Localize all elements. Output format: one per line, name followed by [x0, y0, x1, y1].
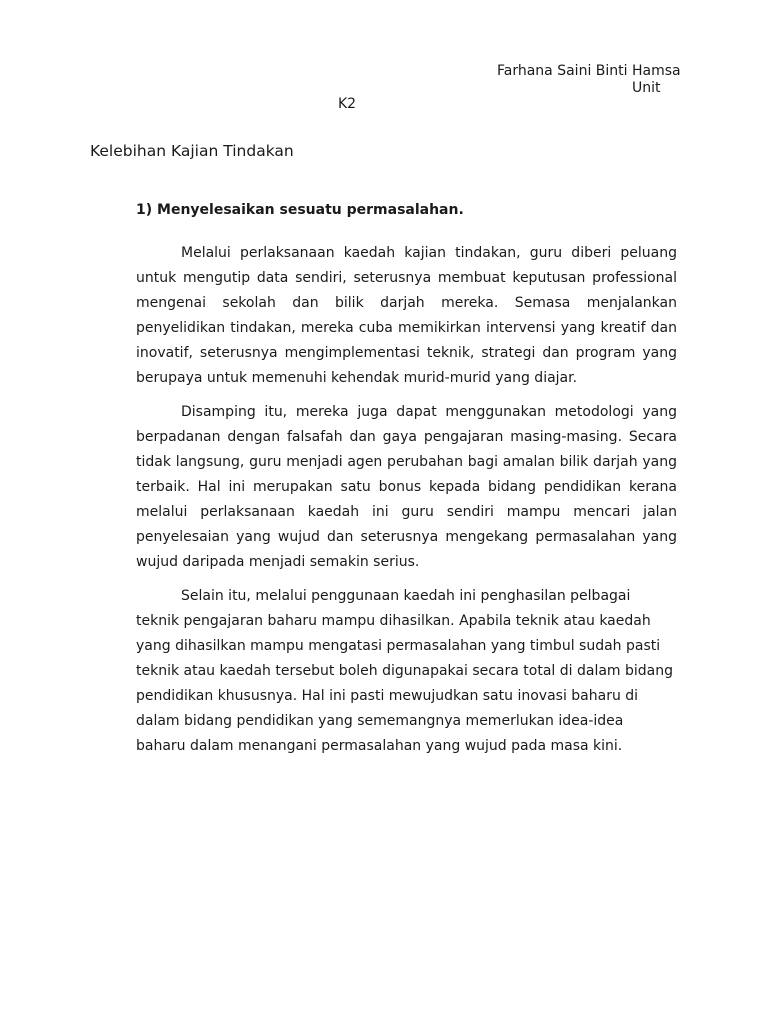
paragraph-3: Selain itu, melalui penggunaan kaedah ini penghasilan pelbagai teknik pengajaran baharu mampu dihasilkan. Apabila teknik atau kaedah yang dihasilkan mampu mengatasi permasalahan yang timbul sudah pasti teknik atau kaedah tersebut boleh digunapakai secara total di dalam bidang pendidikan khususnya. Hal ini pasti mewujudkan satu inovasi baharu di dalam bidang pendidikan yang sememangnya memerlukan idea-idea baharu dalam menangani permasalahan yang wujud pada masa kini. [136, 588, 674, 754]
paragraph-2: Disamping itu, mereka juga dapat menggunakan metodologi yang berpadanan dengan falsafah dan gaya pengajaran masing-masing. Secara tidak langsung, guru menjadi agen perubahan bagi amalan bilik darjah yang terbaik. Hal ini merupakan satu bonus kepada bidang pendidikan kerana melalui perlaksanaan kaedah ini guru sendiri mampu mencari jalan penyelesaian yang wujud dan seterusnya mengekang permasalahan yang wujud daripada menjadi semakin serius. [136, 404, 677, 570]
paragraph-1: Melalui perlaksanaan kaedah kajian tindakan, guru diberi peluang untuk mengutip data sendiri, seterusnya membuat keputusan professional mengenai sekolah dan bilik darjah mereka. Semasa menjalankan penyelidikan tindakan, mereka cuba memikirkan intervensi yang kreatif dan inovatif, seterusnya mengimplementasi teknik, strategi dan program yang berupaya untuk memenuhi kehendak murid-murid yang diajar. [136, 245, 677, 386]
section-heading: 1) Menyelesaikan sesuatu permasalahan. [136, 202, 464, 218]
document-title: Kelebihan Kajian Tindakan [90, 142, 294, 160]
unit-label: Unit [632, 80, 661, 96]
class-code: K2 [338, 96, 357, 112]
author-name: Farhana Saini Binti Hamsa [497, 63, 681, 79]
document-body [136, 241, 677, 768]
